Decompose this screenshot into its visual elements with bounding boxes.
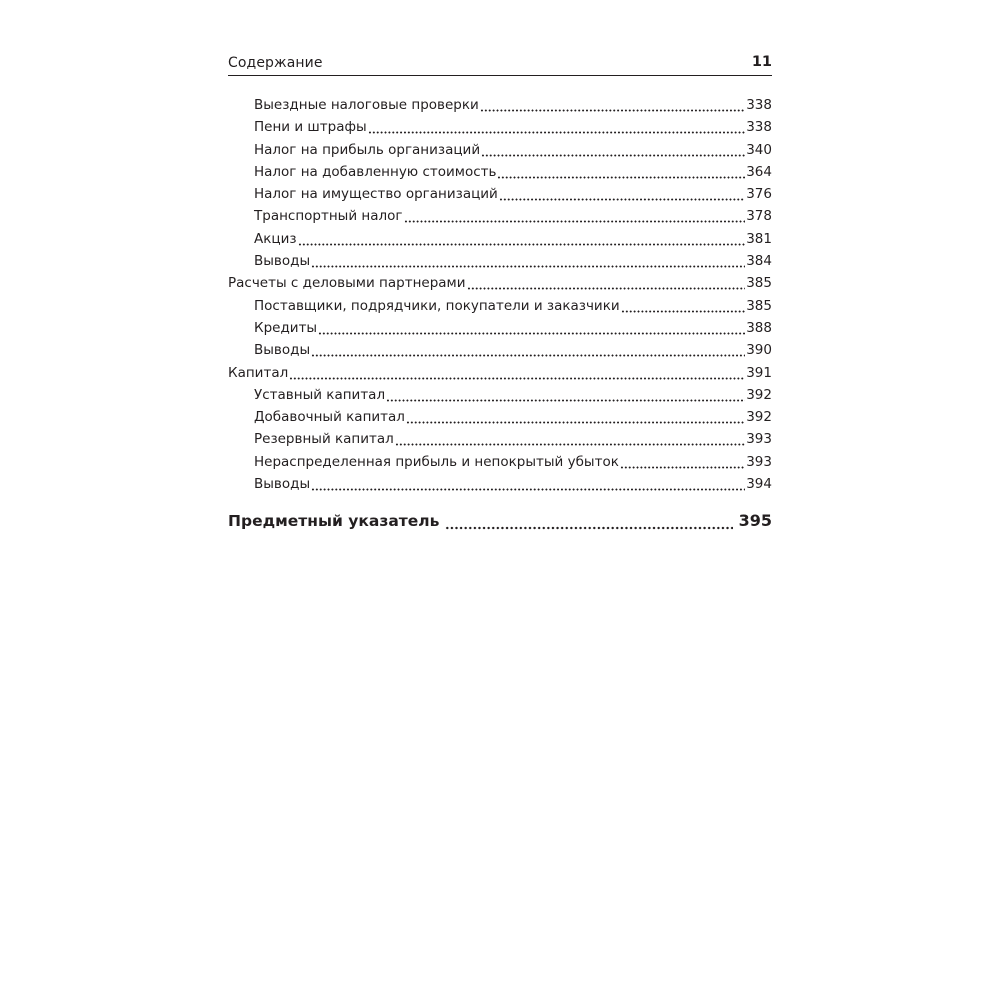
toc-entry-title: Выводы — [254, 253, 311, 270]
dot-leader — [289, 362, 745, 384]
dot-leader — [386, 384, 745, 406]
toc-entry[interactable] — [228, 183, 772, 205]
dot-leader — [406, 406, 745, 428]
toc-entry-page: 385 — [746, 275, 772, 292]
toc-entry-page: 340 — [746, 141, 772, 158]
toc-entry-page: 388 — [746, 319, 772, 336]
toc-entry-title: Уставный капитал — [254, 386, 386, 403]
toc-entry[interactable] — [228, 339, 772, 361]
toc-section-title: Капитал — [228, 364, 289, 381]
toc-entry-title: Нераспределенная прибыль и непокрытый убыток — [254, 453, 619, 470]
toc-entry-title: Добавочный капитал — [254, 409, 405, 426]
dot-leader — [467, 272, 746, 294]
subject-index-page: 395 — [738, 511, 772, 530]
toc-entry-page: 376 — [746, 186, 772, 203]
toc-entry[interactable] — [228, 406, 772, 428]
toc-section-entry[interactable] — [228, 362, 772, 384]
toc-entry-page: 391 — [746, 364, 772, 381]
dot-leader — [368, 116, 746, 138]
toc-entry-title: Кредиты — [254, 319, 318, 336]
toc-entry[interactable] — [228, 473, 772, 495]
dot-leader — [311, 339, 745, 361]
dot-leader — [311, 250, 745, 272]
toc-entry-page: 392 — [746, 409, 772, 426]
book-page — [228, 0, 772, 1000]
dot-leader — [621, 295, 746, 317]
toc-entry-title: Выводы — [254, 476, 311, 493]
toc-entry[interactable] — [228, 317, 772, 339]
toc-entry-page: 394 — [746, 476, 772, 493]
toc-section-title: Расчеты с деловыми партнерами — [228, 275, 466, 292]
toc-section-entry[interactable] — [228, 272, 772, 294]
toc-entry-page: 390 — [746, 342, 772, 359]
dot-leader — [499, 183, 745, 205]
toc-entry-title: Акциз — [254, 230, 297, 247]
toc-entry[interactable] — [228, 139, 772, 161]
toc-entry-title: Выводы — [254, 342, 311, 359]
dot-leader — [481, 139, 745, 161]
toc-entry-page: 393 — [746, 453, 772, 470]
toc-entry-page: 338 — [746, 97, 772, 113]
running-head-page-number: 11 — [751, 54, 772, 70]
toc-entry-title: Налог на прибыль организаций — [254, 141, 481, 158]
dot-leader — [497, 161, 745, 183]
toc-entry-page: 393 — [746, 431, 772, 448]
toc-entry-title: Налог на добавленную стоимость — [254, 163, 497, 180]
toc-entry-title: Резервный капитал — [254, 431, 394, 448]
dot-leader — [318, 317, 745, 339]
toc-entry-title: Налог на имущество организаций — [254, 186, 498, 203]
toc-entry-page: 364 — [746, 163, 772, 180]
table-of-contents — [228, 94, 772, 495]
toc-entry[interactable] — [228, 295, 772, 317]
subject-index-entry[interactable] — [228, 508, 772, 534]
toc-entry[interactable] — [228, 384, 772, 406]
dot-leader — [298, 228, 746, 250]
toc-entry-page: 384 — [746, 253, 772, 270]
toc-entry-title: Поставщики, подрядчики, покупатели и заказчики — [254, 297, 620, 314]
toc-entry[interactable] — [228, 116, 772, 138]
toc-entry[interactable] — [228, 451, 772, 473]
toc-entry[interactable] — [228, 250, 772, 272]
dot-leader — [404, 205, 746, 227]
toc-entry-title: Пени и штрафы — [254, 119, 367, 136]
toc-entry[interactable] — [228, 228, 772, 250]
toc-entry-page: 385 — [746, 297, 772, 314]
toc-entry-page: 381 — [746, 230, 772, 247]
toc-entry[interactable] — [228, 205, 772, 227]
dot-leader — [395, 428, 745, 450]
dot-leader — [480, 94, 745, 116]
dot-leader — [445, 508, 732, 534]
toc-entry[interactable] — [228, 428, 772, 450]
toc-entry-title: Выездные налоговые проверки — [254, 97, 479, 113]
subject-index-title: Предметный указатель — [228, 512, 440, 530]
toc-entry[interactable] — [228, 94, 772, 116]
running-head — [228, 55, 772, 76]
toc-entry[interactable] — [228, 161, 772, 183]
dot-leader — [620, 451, 745, 473]
toc-entry-title: Транспортный налог — [254, 208, 403, 225]
toc-entry-page: 338 — [746, 119, 772, 136]
toc-entry-page: 378 — [746, 208, 772, 225]
running-head-title: Содержание — [228, 55, 323, 71]
dot-leader — [311, 473, 745, 495]
toc-entry-page: 392 — [746, 386, 772, 403]
